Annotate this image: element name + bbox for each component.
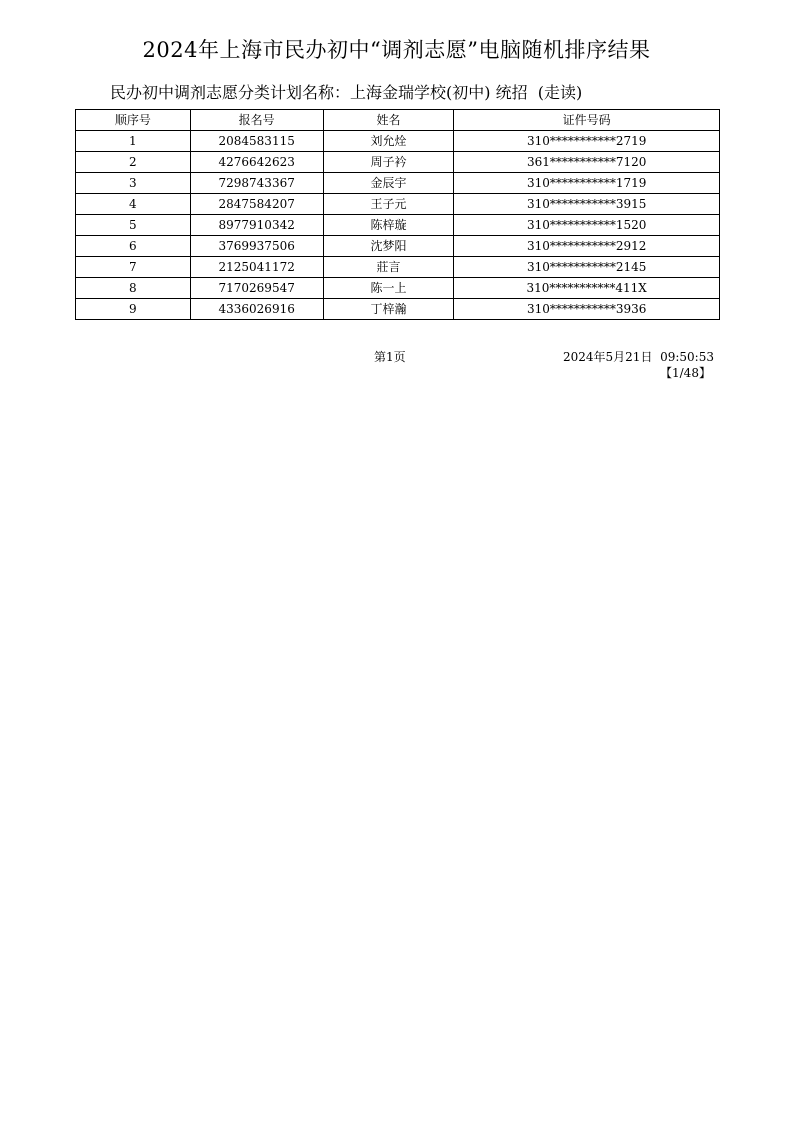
table-row xyxy=(76,152,720,173)
cell-id-number: 310***********411X xyxy=(454,278,720,299)
cell-name: 陈一上 xyxy=(323,278,454,299)
cell-registration-number: 8977910342 xyxy=(190,215,323,236)
plan-name-subtitle: 民办初中调剂志愿分类计划名称：上海金瑞学校(初中) 统招 (走读) xyxy=(110,83,583,102)
cell-sequence: 9 xyxy=(76,299,191,320)
cell-registration-number: 7170269547 xyxy=(190,278,323,299)
page-title: 2024年上海市民办初中“调剂志愿”电脑随机排序结果 xyxy=(142,38,651,62)
cell-name: 周子衿 xyxy=(323,152,454,173)
cell-id-number: 310***********3936 xyxy=(454,299,720,320)
table-row xyxy=(76,131,720,152)
cell-id-number: 310***********3915 xyxy=(454,194,720,215)
cell-name: 王子元 xyxy=(323,194,454,215)
cell-name: 莊言 xyxy=(323,257,454,278)
cell-sequence: 6 xyxy=(76,236,191,257)
cell-registration-number: 2084583115 xyxy=(190,131,323,152)
cell-id-number: 310***********2719 xyxy=(454,131,720,152)
cell-id-number: 310***********1520 xyxy=(454,215,720,236)
result-table xyxy=(75,109,720,320)
cell-registration-number: 2125041172 xyxy=(190,257,323,278)
cell-name: 丁梓瀚 xyxy=(323,299,454,320)
header-sequence: 顺序号 xyxy=(76,110,191,131)
cell-registration-number: 3769937506 xyxy=(190,236,323,257)
cell-id-number: 361***********7120 xyxy=(454,152,720,173)
table-row xyxy=(76,278,720,299)
cell-sequence: 2 xyxy=(76,152,191,173)
header-registration-number: 报名号 xyxy=(190,110,323,131)
header-name: 姓名 xyxy=(323,110,454,131)
table-row xyxy=(76,299,720,320)
cell-registration-number: 7298743367 xyxy=(190,173,323,194)
table-row xyxy=(76,173,720,194)
cell-name: 金辰宇 xyxy=(323,173,454,194)
cell-registration-number: 4336026916 xyxy=(190,299,323,320)
cell-registration-number: 4276642623 xyxy=(190,152,323,173)
cell-sequence: 3 xyxy=(76,173,191,194)
cell-name: 沈梦阳 xyxy=(323,236,454,257)
footer-page-count: 【1/48】 xyxy=(660,366,711,380)
table-header-row xyxy=(76,110,720,131)
table-body xyxy=(76,131,720,320)
cell-sequence: 1 xyxy=(76,131,191,152)
table-row xyxy=(76,236,720,257)
cell-sequence: 7 xyxy=(76,257,191,278)
cell-registration-number: 2847584207 xyxy=(190,194,323,215)
table-row xyxy=(76,194,720,215)
cell-name: 陈梓璇 xyxy=(323,215,454,236)
footer-page-label: 第1页 xyxy=(374,350,406,364)
header-id-number: 证件号码 xyxy=(454,110,720,131)
footer-datetime: 2024年5月21日 09:50:53 xyxy=(563,350,714,364)
cell-sequence: 4 xyxy=(76,194,191,215)
cell-id-number: 310***********1719 xyxy=(454,173,720,194)
cell-id-number: 310***********2145 xyxy=(454,257,720,278)
cell-name: 刘允烇 xyxy=(323,131,454,152)
cell-id-number: 310***********2912 xyxy=(454,236,720,257)
cell-sequence: 8 xyxy=(76,278,191,299)
cell-sequence: 5 xyxy=(76,215,191,236)
table-row xyxy=(76,257,720,278)
table-row xyxy=(76,215,720,236)
